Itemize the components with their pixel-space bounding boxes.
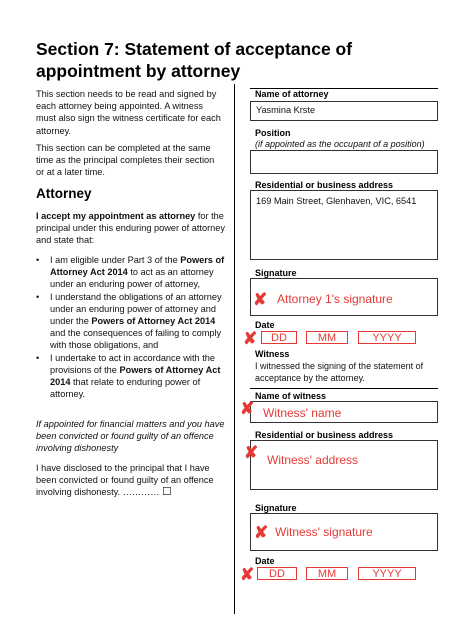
accept-bold: I accept my appointment as attorney xyxy=(36,211,196,221)
position-field[interactable] xyxy=(250,150,438,174)
error-mark-icon: ✘ xyxy=(240,399,255,418)
error-mark-icon: ✘ xyxy=(253,290,268,309)
attorney-signature-field[interactable] xyxy=(250,278,438,316)
bullet-icon: • xyxy=(36,291,40,302)
date-label: Date xyxy=(255,320,275,330)
witness-heading: Witness xyxy=(255,349,290,359)
witness-date-year-field[interactable]: YYYY xyxy=(358,567,416,580)
date-month-field[interactable]: MM xyxy=(306,331,348,344)
bullet-icon: • xyxy=(36,255,40,265)
bullet-text: that relate to enduring power of attorney. xyxy=(50,377,201,400)
bullet-text: to act as an attorney under an enduring power of attorney, xyxy=(50,267,214,290)
witness-name-placeholder: Witness' name xyxy=(263,406,342,420)
attorney-name-field[interactable]: Yasmina Krste xyxy=(250,101,438,121)
attorney-heading: Attorney xyxy=(36,186,92,201)
act-name: Powers of Attorney Act 2014 xyxy=(50,255,225,278)
error-mark-icon: ✘ xyxy=(244,443,259,462)
bullet-text: I understand the obligations of an attorney under an enduring power of attorney and under the xyxy=(50,291,222,327)
witness-signature-placeholder: Witness' signature xyxy=(275,525,373,539)
bullet-text: I am eligible under Part 3 of the xyxy=(50,255,181,265)
address-label: Residential or business address xyxy=(255,180,394,190)
list-item xyxy=(36,352,226,401)
signature-label: Signature xyxy=(255,268,297,278)
financial-matters-note: If appointed for financial matters and you have been convicted or found guilty of an offence involving dishonesty xyxy=(36,419,225,454)
date-year-field[interactable]: YYYY xyxy=(358,331,416,344)
column-divider xyxy=(234,84,235,614)
position-label: Position xyxy=(255,128,291,138)
attorney-address-field[interactable]: 169 Main Street, Glenhaven, VIC, 6541 xyxy=(250,190,438,260)
witness-date-label: Date xyxy=(255,556,275,566)
witness-address-placeholder: Witness' address xyxy=(267,453,358,467)
witness-signature-label: Signature xyxy=(255,503,297,513)
bullet-text: I undertake to act in accordance with the provisions of the xyxy=(50,352,215,375)
bullet-text: and the consequences of failing to comply with those obligations, and xyxy=(50,328,222,351)
dishonesty-disclosure xyxy=(36,462,232,499)
witness-date-month-field[interactable]: MM xyxy=(306,567,348,580)
witness-signature-field[interactable] xyxy=(250,513,438,551)
error-mark-icon: ✘ xyxy=(243,329,258,348)
witness-address-field[interactable] xyxy=(250,440,438,490)
leader-dots: ………… xyxy=(122,487,160,498)
list-item xyxy=(36,291,226,352)
signature-placeholder: Attorney 1's signature xyxy=(277,292,393,306)
list-item xyxy=(36,254,226,291)
witness-date-day-field[interactable]: DD xyxy=(257,567,297,580)
witness-statement: I witnessed the signing of the statement of acceptance by the attorney. xyxy=(255,361,424,383)
error-mark-icon: ✘ xyxy=(240,565,255,584)
witness-name-label: Name of witness xyxy=(255,391,327,401)
error-mark-icon: ✘ xyxy=(254,523,269,542)
disclosure-checkbox[interactable]: ☐ xyxy=(161,486,172,499)
intro-paragraph-2: This section can be completed at the same time as the principal completes their section or at a later time. xyxy=(36,143,215,178)
position-hint: (if appointed as the occupant of a position) xyxy=(255,139,425,149)
accept-rest: for the principal under this enduring power of attorney and state that: xyxy=(36,211,225,246)
act-name: Powers of Attorney Act 2014 xyxy=(91,316,216,327)
witness-address-label: Residential or business address xyxy=(255,430,394,440)
page-title: Section 7: Statement of acceptance of appointment by attorney xyxy=(36,39,353,81)
disclosure-text: I have disclosed to the principal that I have been convicted or found guilty of an offence involving dishonesty. xyxy=(36,463,214,498)
witness-name-field[interactable] xyxy=(250,401,438,423)
intro-paragraph-1: This section needs to be read and signed by each attorney being appointed. A witness must also sign the witness certificate for each attorney. xyxy=(36,89,221,136)
date-day-field[interactable]: DD xyxy=(261,331,297,344)
accept-statement xyxy=(36,210,226,247)
eligibility-list xyxy=(36,254,226,400)
act-name: Powers of Attorney Act 2014 xyxy=(50,364,221,388)
bullet-icon: • xyxy=(36,352,40,363)
witness-rule xyxy=(250,388,438,389)
name-of-attorney-label: Name of attorney xyxy=(255,89,329,99)
